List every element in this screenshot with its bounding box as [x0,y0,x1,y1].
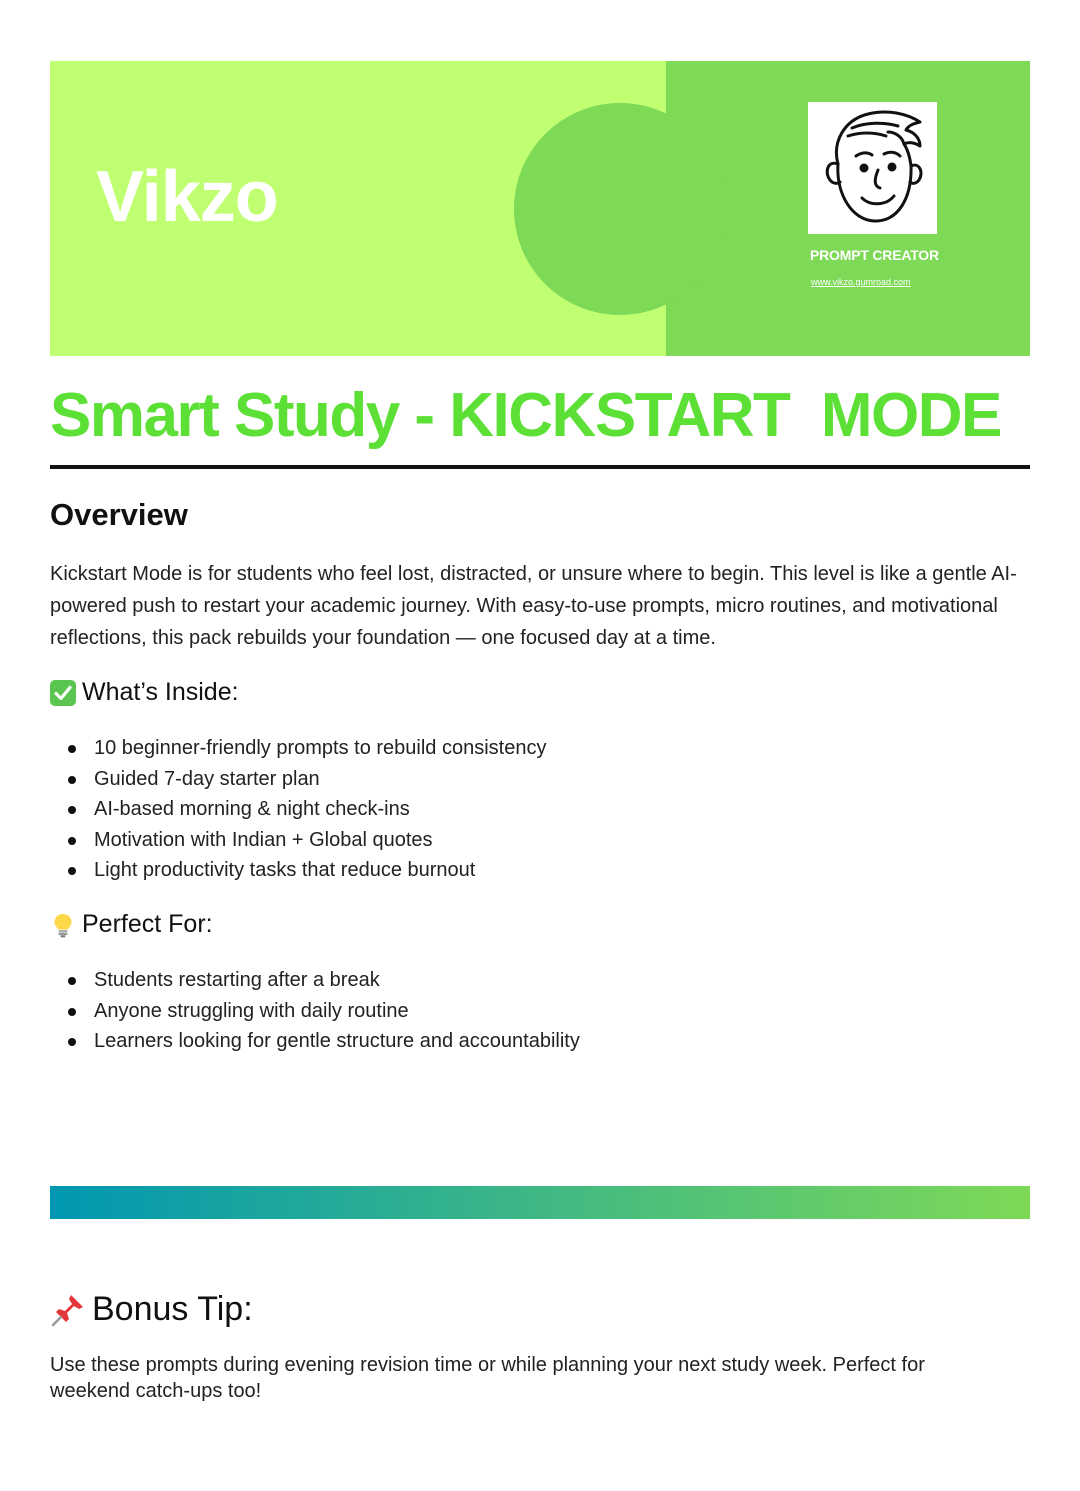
perfect-for-heading [50,910,213,939]
bullet-dot [68,776,76,784]
check-mark-icon [50,680,76,706]
whats-inside-list [50,733,546,886]
whats-inside-label: What’s Inside: [82,678,239,706]
bullet-dot [68,867,76,875]
bullet-dot [68,1008,76,1016]
role-label: PROMPT CREATOR [810,247,939,263]
bonus-tip-heading [50,1290,253,1329]
title-divider [50,465,1030,469]
whats-inside-heading [50,678,239,707]
bullet-dot [68,837,76,845]
list-item [50,825,546,856]
cartoon-face-icon [808,102,937,234]
overview-text: Kickstart Mode is for students who feel lost, distracted, or unsure where to begin. This level is like a gentle AI-powered push to restart your academic journey. With easy-to-use prompts, micro routines, and motivational reflections, this pack rebuilds your foundation — one focused day at a time. [50,563,1017,649]
overview-heading: Overview [50,497,188,532]
list-item-text: Motivation with Indian + Global quotes [94,828,433,851]
bullet-dot [68,745,76,753]
gradient-divider [50,1186,1030,1219]
list-item [50,855,546,886]
perfect-for-list [50,965,580,1057]
list-item [50,733,546,764]
list-item-text: Guided 7-day starter plan [94,767,320,790]
list-item-text: AI-based morning & night check-ins [94,798,410,820]
list-item [50,764,546,795]
list-item-text: 10 beginner-friendly prompts to rebuild consistency [94,737,547,759]
list-item-text: Light productivity tasks that reduce burnout [94,859,476,881]
list-item [50,1026,580,1057]
bullet-dot [68,806,76,814]
bullet-dot [68,977,76,985]
list-item-text: Students restarting after a break [94,969,380,991]
light-bulb-icon [50,912,76,938]
list-item [50,794,546,825]
header-banner [50,61,1030,356]
page-title: Smart Study - KICKSTART MODE [50,381,1001,450]
website-link[interactable]: www.vikzo.gumroad.com [811,277,911,287]
bonus-tip-text: Use these prompts during evening revision time or while planning your next study week. Perfect for weekend catch-ups too! [50,1354,925,1402]
banner-circle [514,103,726,315]
perfect-for-label: Perfect For: [82,910,213,938]
pushpin-icon [50,1292,86,1328]
list-item [50,996,580,1027]
bonus-tip-label: Bonus Tip: [92,1290,253,1328]
brand-name: Vikzo [96,157,278,237]
bullet-dot [68,1038,76,1046]
list-item [50,965,580,996]
list-item-text: Learners looking for gentle structure and accountability [94,1030,580,1052]
list-item-text: Anyone struggling with daily routine [94,999,409,1022]
